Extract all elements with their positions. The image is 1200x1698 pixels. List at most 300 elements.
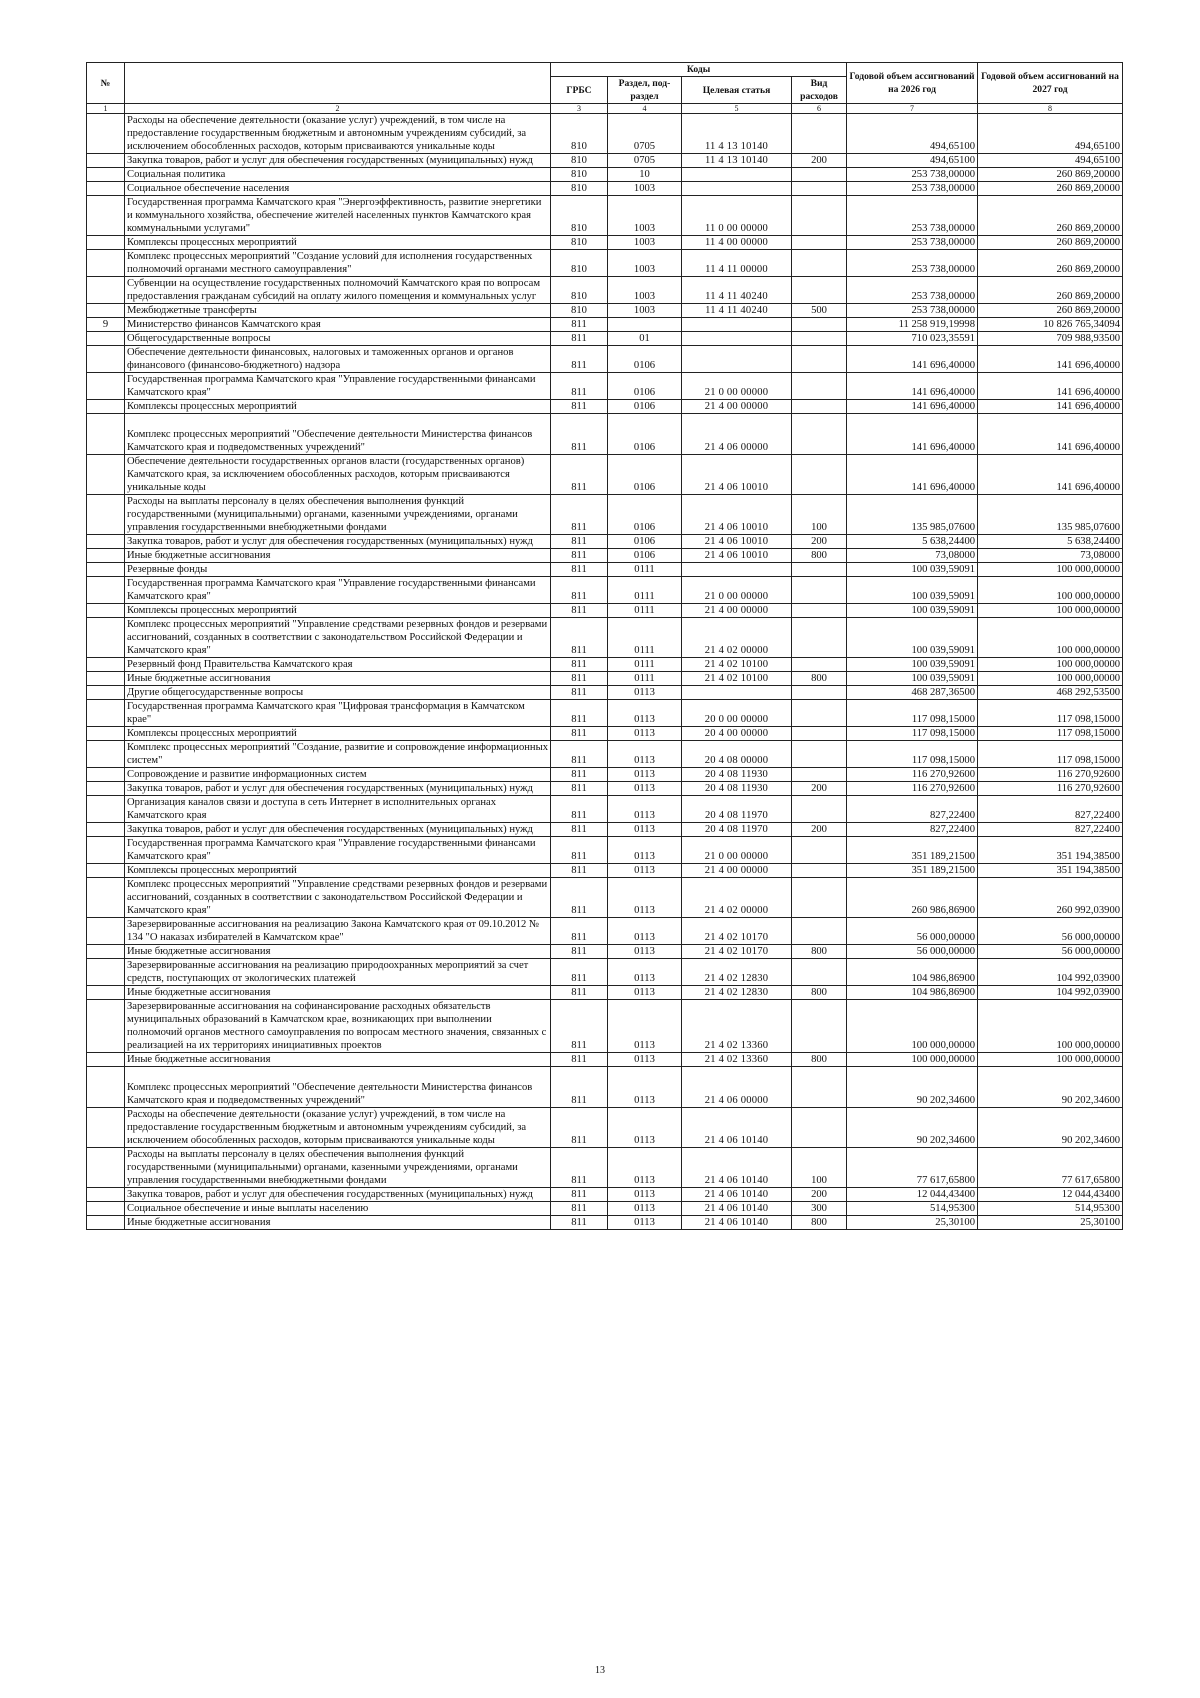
row-expense-type [792,577,847,604]
row-section-code: 0113 [608,727,682,741]
col-number: 7 [847,104,978,114]
row-grbs-code: 810 [551,114,608,154]
row-amount-2027: 351 194,38500 [978,864,1123,878]
row-section-code: 0113 [608,878,682,918]
row-section-code: 0113 [608,1000,682,1053]
row-section-code: 1003 [608,182,682,196]
row-expense-type [792,700,847,727]
row-number [87,277,125,304]
row-section-code: 0113 [608,700,682,727]
row-name: Расходы на выплаты персоналу в целях обеспечения выполнения функций государственными (муниципальными) органами, казенными учреждениями, органами управления государственными внебюджетными фондами [125,1148,551,1188]
row-target-article: 11 4 11 00000 [682,250,792,277]
table-row [87,455,1123,495]
row-number [87,782,125,796]
row-target-article: 21 4 02 00000 [682,878,792,918]
row-amount-2027: 135 985,07600 [978,495,1123,535]
row-amount-2027: 10 826 765,34094 [978,318,1123,332]
row-grbs-code: 811 [551,918,608,945]
row-target-article: 21 4 06 10140 [682,1148,792,1188]
table-row [87,1067,1123,1108]
row-expense-type [792,618,847,658]
row-section-code: 0106 [608,346,682,373]
row-amount-2026: 100 039,59091 [847,604,978,618]
row-section-code: 0113 [608,768,682,782]
table-row [87,1000,1123,1053]
row-target-article: 21 4 00 00000 [682,864,792,878]
row-name: Государственная программа Камчатского края "Управление государственными финансами Камчатского края" [125,837,551,864]
row-name: Государственная программа Камчатского края "Энергоэффективность, развитие энергетики и коммунального хозяйства, обеспечение жителей населенных пунктов Камчатского края коммунальными услугами" [125,196,551,236]
row-amount-2027: 116 270,92600 [978,768,1123,782]
row-number [87,864,125,878]
row-amount-2026: 710 023,35591 [847,332,978,346]
row-target-article [682,563,792,577]
row-section-code: 0111 [608,618,682,658]
row-amount-2027: 104 992,03900 [978,986,1123,1000]
row-target-article: 21 0 00 00000 [682,837,792,864]
row-amount-2026: 25,30100 [847,1216,978,1230]
row-amount-2027: 104 992,03900 [978,959,1123,986]
page-number: 13 [595,1665,605,1676]
row-number [87,577,125,604]
row-number [87,672,125,686]
row-expense-type [792,864,847,878]
row-amount-2027: 494,65100 [978,154,1123,168]
row-section-code: 0113 [608,837,682,864]
row-expense-type [792,114,847,154]
row-expense-type [792,250,847,277]
row-amount-2027: 100 000,00000 [978,658,1123,672]
row-amount-2026: 116 270,92600 [847,782,978,796]
row-number [87,154,125,168]
row-grbs-code: 811 [551,782,608,796]
row-grbs-code: 811 [551,1148,608,1188]
row-grbs-code: 810 [551,168,608,182]
row-number [87,1067,125,1108]
row-number [87,796,125,823]
row-section-code [608,318,682,332]
row-amount-2026: 253 738,00000 [847,250,978,277]
table-row [87,864,1123,878]
row-name: Межбюджетные трансферты [125,304,551,318]
row-amount-2026: 253 738,00000 [847,168,978,182]
table-row [87,196,1123,236]
row-section-code: 0113 [608,686,682,700]
row-expense-type [792,768,847,782]
row-target-article: 21 0 00 00000 [682,373,792,400]
table-row [87,741,1123,768]
row-target-article: 21 4 02 12830 [682,959,792,986]
row-number [87,535,125,549]
table-row [87,1148,1123,1188]
row-section-code: 0113 [608,986,682,1000]
row-grbs-code: 810 [551,304,608,318]
row-expense-type [792,1108,847,1148]
table-row [87,577,1123,604]
row-number [87,563,125,577]
row-amount-2026: 253 738,00000 [847,304,978,318]
row-amount-2027: 100 000,00000 [978,618,1123,658]
header-expense-type: Вид расходов [792,77,847,104]
row-section-code: 0106 [608,400,682,414]
row-expense-type: 800 [792,986,847,1000]
row-section-code: 0111 [608,577,682,604]
row-target-article: 20 4 00 00000 [682,727,792,741]
row-expense-type [792,1000,847,1053]
row-target-article [682,686,792,700]
row-expense-type [792,455,847,495]
row-grbs-code: 811 [551,332,608,346]
table-row [87,549,1123,563]
row-target-article: 21 4 06 10010 [682,535,792,549]
row-section-code: 1003 [608,236,682,250]
row-amount-2026: 494,65100 [847,114,978,154]
row-name: Закупка товаров, работ и услуг для обеспечения государственных (муниципальных) нужд [125,535,551,549]
row-amount-2026: 100 000,00000 [847,1053,978,1067]
row-grbs-code: 811 [551,1216,608,1230]
row-amount-2026: 104 986,86900 [847,959,978,986]
row-grbs-code: 810 [551,250,608,277]
row-section-code: 0111 [608,604,682,618]
row-name: Расходы на обеспечение деятельности (оказание услуг) учреждений, в том числе на предоставление государственным бюджетным и автономным учреждениям субсидий, за исключением обособленных расходов, которым присваиваются уникальные коды [125,114,551,154]
row-amount-2027: 77 617,65800 [978,1148,1123,1188]
table-row [87,1188,1123,1202]
row-amount-2027: 25,30100 [978,1216,1123,1230]
row-amount-2026: 73,08000 [847,549,978,563]
row-amount-2026: 100 039,59091 [847,672,978,686]
row-grbs-code: 811 [551,414,608,455]
row-expense-type [792,332,847,346]
row-amount-2027: 90 202,34600 [978,1108,1123,1148]
row-name: Комплекс процессных мероприятий "Управление средствами резервных фондов и резервами ассигнований, созданных в соответствии с законодательством Российской Федерации и Камчатского края" [125,618,551,658]
table-row [87,986,1123,1000]
row-section-code: 0113 [608,796,682,823]
row-section-code: 0111 [608,658,682,672]
row-expense-type [792,373,847,400]
row-number [87,304,125,318]
row-name: Комплексы процессных мероприятий [125,864,551,878]
row-target-article: 11 4 11 40240 [682,277,792,304]
row-number [87,455,125,495]
row-number [87,700,125,727]
header-year-2027: Годовой объем ассигнований на 2027 год [978,63,1123,104]
row-grbs-code: 811 [551,318,608,332]
row-number [87,618,125,658]
col-number: 4 [608,104,682,114]
row-amount-2027: 351 194,38500 [978,837,1123,864]
table-row [87,304,1123,318]
row-amount-2027: 100 000,00000 [978,672,1123,686]
row-expense-type: 800 [792,945,847,959]
row-amount-2027: 12 044,43400 [978,1188,1123,1202]
row-amount-2026: 56 000,00000 [847,918,978,945]
row-amount-2026: 90 202,34600 [847,1067,978,1108]
row-expense-type [792,196,847,236]
row-amount-2026: 12 044,43400 [847,1188,978,1202]
row-name: Резервный фонд Правительства Камчатского края [125,658,551,672]
table-row [87,535,1123,549]
row-grbs-code: 811 [551,535,608,549]
row-name: Комплексы процессных мероприятий [125,604,551,618]
table-row [87,250,1123,277]
row-target-article: 11 0 00 00000 [682,196,792,236]
row-amount-2026: 100 039,59091 [847,658,978,672]
row-grbs-code: 811 [551,768,608,782]
row-name: Зарезервированные ассигнования на реализацию Закона Камчатского края от 09.10.2012 № 134 "О наказах избирателей в Камчатском крае" [125,918,551,945]
row-name: Иные бюджетные ассигнования [125,945,551,959]
row-name: Государственная программа Камчатского края "Цифровая трансформация в Камчатском крае" [125,700,551,727]
row-name: Иные бюджетные ассигнования [125,1053,551,1067]
row-expense-type: 100 [792,1148,847,1188]
row-number [87,945,125,959]
row-name: Закупка товаров, работ и услуг для обеспечения государственных (муниципальных) нужд [125,154,551,168]
row-name: Расходы на выплаты персоналу в целях обеспечения выполнения функций государственными (муниципальными) органами, казенными учреждениями, органами управления государственными внебюджетными фондами [125,495,551,535]
row-amount-2027: 141 696,40000 [978,455,1123,495]
table-row [87,945,1123,959]
row-section-code: 0113 [608,1216,682,1230]
table-row [87,604,1123,618]
row-number [87,332,125,346]
row-expense-type: 200 [792,154,847,168]
row-number [87,823,125,837]
col-number: 8 [978,104,1123,114]
row-number [87,495,125,535]
row-amount-2027: 117 098,15000 [978,700,1123,727]
row-amount-2027: 100 000,00000 [978,1000,1123,1053]
row-grbs-code: 811 [551,878,608,918]
row-amount-2027: 117 098,15000 [978,727,1123,741]
row-amount-2027: 5 638,24400 [978,535,1123,549]
row-grbs-code: 811 [551,1053,608,1067]
row-expense-type [792,563,847,577]
row-expense-type [792,168,847,182]
row-target-article [682,318,792,332]
row-amount-2026: 104 986,86900 [847,986,978,1000]
row-amount-2026: 11 258 919,19998 [847,318,978,332]
row-name: Закупка товаров, работ и услуг для обеспечения государственных (муниципальных) нужд [125,823,551,837]
row-number [87,168,125,182]
row-expense-type [792,959,847,986]
row-section-code: 1003 [608,277,682,304]
row-grbs-code: 811 [551,400,608,414]
row-amount-2027: 141 696,40000 [978,414,1123,455]
row-amount-2027: 260 869,20000 [978,304,1123,318]
row-section-code: 0113 [608,823,682,837]
row-name: Другие общегосударственные вопросы [125,686,551,700]
row-grbs-code: 810 [551,236,608,250]
row-expense-type: 800 [792,1216,847,1230]
row-section-code: 0113 [608,1067,682,1108]
row-amount-2027: 260 869,20000 [978,250,1123,277]
row-grbs-code: 810 [551,196,608,236]
row-target-article: 21 4 02 13360 [682,1053,792,1067]
row-amount-2026: 141 696,40000 [847,346,978,373]
row-amount-2027: 141 696,40000 [978,400,1123,414]
row-section-code: 0106 [608,414,682,455]
row-expense-type [792,878,847,918]
row-target-article: 11 4 00 00000 [682,236,792,250]
table-row [87,837,1123,864]
row-number [87,918,125,945]
row-name: Комплекс процессных мероприятий "Создание условий для исполнения государственных полномочий органами местного самоуправления" [125,250,551,277]
row-name: Иные бюджетные ассигнования [125,672,551,686]
row-amount-2027: 117 098,15000 [978,741,1123,768]
table-row [87,878,1123,918]
table-row [87,1053,1123,1067]
row-grbs-code: 811 [551,577,608,604]
row-grbs-code: 811 [551,837,608,864]
row-target-article: 21 4 06 00000 [682,1067,792,1108]
row-target-article: 20 4 08 11970 [682,823,792,837]
row-amount-2027: 56 000,00000 [978,918,1123,945]
row-target-article: 21 4 06 10140 [682,1108,792,1148]
row-name: Комплекс процессных мероприятий "Обеспечение деятельности Министерства финансов Камчатского края и подведомственных учреждений" [125,414,551,455]
row-name: Комплекс процессных мероприятий "Управление средствами резервных фондов и резервами ассигнований, созданных в соответствии с законодательством Российской Федерации и Камчатского края" [125,878,551,918]
row-number [87,414,125,455]
row-amount-2026: 141 696,40000 [847,455,978,495]
row-grbs-code: 811 [551,864,608,878]
table-row [87,332,1123,346]
row-amount-2026: 253 738,00000 [847,196,978,236]
row-target-article: 21 4 02 10170 [682,918,792,945]
row-amount-2026: 90 202,34600 [847,1108,978,1148]
row-amount-2026: 514,95300 [847,1202,978,1216]
row-target-article: 21 4 06 10140 [682,1188,792,1202]
row-number [87,549,125,563]
row-section-code: 0113 [608,1148,682,1188]
row-number [87,1053,125,1067]
row-expense-type [792,658,847,672]
row-section-code: 10 [608,168,682,182]
row-grbs-code: 811 [551,823,608,837]
row-grbs-code: 811 [551,658,608,672]
table-row [87,495,1123,535]
row-number [87,1000,125,1053]
row-section-code: 0113 [608,1202,682,1216]
row-name: Иные бюджетные ассигнования [125,986,551,1000]
row-grbs-code: 811 [551,1000,608,1053]
row-target-article: 21 4 02 10170 [682,945,792,959]
row-amount-2026: 100 000,00000 [847,1000,978,1053]
row-amount-2026: 117 098,15000 [847,727,978,741]
row-name: Социальное обеспечение населения [125,182,551,196]
row-name: Комплексы процессных мероприятий [125,727,551,741]
row-name: Министерство финансов Камчатского края [125,318,551,332]
row-amount-2026: 117 098,15000 [847,741,978,768]
row-expense-type [792,727,847,741]
row-number [87,727,125,741]
row-amount-2027: 709 988,93500 [978,332,1123,346]
header-target-article: Целевая статья [682,77,792,104]
row-section-code: 0113 [608,1053,682,1067]
row-name: Субвенции на осуществление государственных полномочий Камчатского края по вопросам предоставления гражданам субсидий на оплату жилого помещения и коммунальных услуг [125,277,551,304]
table-row [87,1108,1123,1148]
row-amount-2026: 116 270,92600 [847,768,978,782]
table-row [87,782,1123,796]
table-row [87,768,1123,782]
row-amount-2026: 77 617,65800 [847,1148,978,1188]
row-grbs-code: 811 [551,549,608,563]
table-row [87,563,1123,577]
row-section-code: 0113 [608,918,682,945]
row-amount-2027: 260 869,20000 [978,277,1123,304]
row-target-article: 21 4 02 10100 [682,658,792,672]
row-grbs-code: 811 [551,495,608,535]
table-row [87,373,1123,400]
table-row [87,823,1123,837]
row-section-code: 0113 [608,741,682,768]
table-row [87,400,1123,414]
row-amount-2026: 100 039,59091 [847,577,978,604]
row-number [87,346,125,373]
budget-table [86,62,1123,1230]
row-target-article: 21 4 00 00000 [682,400,792,414]
table-row [87,796,1123,823]
table-row [87,277,1123,304]
table-body [87,114,1123,1230]
row-name: Иные бюджетные ассигнования [125,1216,551,1230]
row-expense-type: 200 [792,1188,847,1202]
row-expense-type: 300 [792,1202,847,1216]
row-target-article: 20 4 08 11930 [682,768,792,782]
row-amount-2027: 56 000,00000 [978,945,1123,959]
row-grbs-code: 811 [551,672,608,686]
col-number: 1 [87,104,125,114]
row-amount-2026: 5 638,24400 [847,535,978,549]
table-row [87,658,1123,672]
row-expense-type [792,277,847,304]
row-amount-2026: 260 986,86900 [847,878,978,918]
row-amount-2027: 514,95300 [978,1202,1123,1216]
row-target-article: 21 4 02 00000 [682,618,792,658]
row-number [87,741,125,768]
row-expense-type: 200 [792,823,847,837]
row-number [87,1108,125,1148]
row-grbs-code: 811 [551,796,608,823]
row-name: Государственная программа Камчатского края "Управление государственными финансами Камчатского края" [125,373,551,400]
row-target-article: 20 4 08 11930 [682,782,792,796]
row-section-code: 0111 [608,563,682,577]
row-amount-2027: 141 696,40000 [978,346,1123,373]
row-target-article: 21 0 00 00000 [682,577,792,604]
row-amount-2026: 827,22400 [847,823,978,837]
row-amount-2027: 494,65100 [978,114,1123,154]
row-name: Расходы на обеспечение деятельности (оказание услуг) учреждений, в том числе на предоставление государственным бюджетным и автономным учреждениям субсидий, за исключением обособленных расходов, которым присваиваются уникальные коды [125,1108,551,1148]
row-name: Комплексы процессных мероприятий [125,400,551,414]
table-row [87,114,1123,154]
row-target-article: 21 4 06 00000 [682,414,792,455]
row-section-code: 1003 [608,250,682,277]
row-expense-type [792,1067,847,1108]
row-amount-2027: 260 869,20000 [978,168,1123,182]
row-section-code: 0106 [608,455,682,495]
row-section-code: 1003 [608,196,682,236]
table-row [87,959,1123,986]
row-number [87,686,125,700]
row-grbs-code: 811 [551,959,608,986]
row-amount-2027: 100 000,00000 [978,577,1123,604]
row-name: Закупка товаров, работ и услуг для обеспечения государственных (муниципальных) нужд [125,782,551,796]
row-amount-2027: 90 202,34600 [978,1067,1123,1108]
row-grbs-code: 811 [551,1188,608,1202]
row-amount-2026: 100 039,59091 [847,563,978,577]
row-grbs-code: 811 [551,945,608,959]
row-number [87,196,125,236]
table-row [87,346,1123,373]
row-section-code: 0113 [608,1108,682,1148]
row-name: Государственная программа Камчатского края "Управление государственными финансами Камчатского края" [125,577,551,604]
row-grbs-code: 810 [551,277,608,304]
row-name: Резервные фонды [125,563,551,577]
